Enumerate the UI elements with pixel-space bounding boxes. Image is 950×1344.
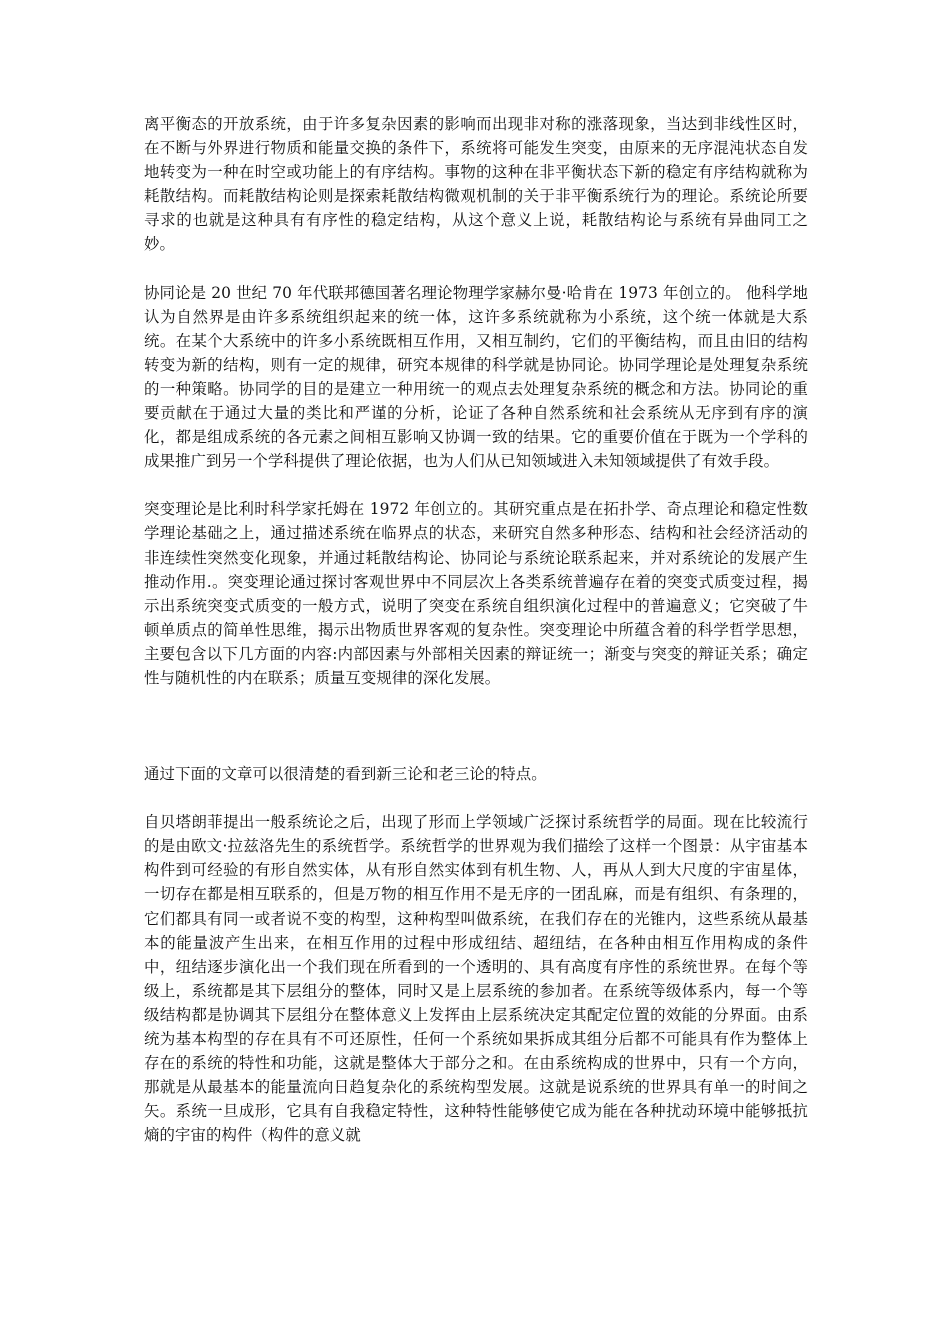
paragraph-spacer [144, 473, 808, 497]
section-spacer [144, 690, 808, 762]
document-page [144, 112, 808, 1147]
paragraph-systems-philosophy: 自贝塔朗菲提出一般系统论之后，出现了形而上学领域广泛探讨系统哲学的局面。现在比较流行的是由欧文·拉兹洛先生的系统哲学。系统哲学的世界观为我们描绘了这样一个图景：从宇宙基本构件到可经验的有形自然实体，从有形自然实体到有机生物、人，再从人到大尺度的宇宙星体，一切存在都是相互联系的，但是万物的相互作用不是无序的一团乱麻，而是有组织、有条理的，它们都具有同一或者说不变的构型，这种构型叫做系统，在我们存在的光锥内，这些系统从最基本的能量波产生出来，在相互作用的过程中形成纽结、超纽结，在各种由相互作用构成的条件中，纽结逐步演化出一个我们现在所看到的一个透明的、具有高度有序性的系统世界。在每个等级上，系统都是其下层组分的整体，同时又是上层系统的参加者。在系统等级体系内，每一个等级结构都是协调其下层组分在整体意义上发挥由上层系统决定其配定位置的效能的分界面。由系统为基本构型的存在具有不可还原性，任何一个系统如果拆成其组分后都不可能具有作为整体上存在的系统的特性和功能，这就是整体大于部分之和。在由系统构成的世界中，只有一个方向，那就是从最基本的能量流向日趋复杂化的系统构型发展。这就是说系统的世界具有单一的时间之矢。系统一旦成形，它具有自我稳定特性，这种特性能够使它成为能在各种扰动环境中能够抵抗熵的宇宙的构件（构件的意义就 [144, 813, 808, 1145]
paragraph-catastrophe-theory: 突变理论是比利时科学家托姆在 1972 年创立的。其研究重点是在拓扑学、奇点理论和稳定性数学理论基础之上，通过描述系统在临界点的状态，来研究自然多种形态、结构和社会经济活动的非连续性突然变化现象，并通过耗散结构论、协同论与系统论联系起来，并对系统论的发展产生推动作用.。突变理论通过探讨客观世界中不同层次上各类系统普遍存在着的突变式质变过程，揭示出系统突变式质变的一般方式，说明了突变在系统自组织演化过程中的普遍意义；它突破了牛顿单质点的简单性思维，揭示出物质世界客观的复杂性。突变理论中所蕴含着的科学哲学思想，主要包含以下几方面的内容:内部因素与外部相关因素的辩证统一；渐变与突变的辩证关系；确定性与随机性的内在联系；质量互变规律的深化发展。 [144, 500, 808, 687]
paragraph-dissipative-structure: 离平衡态的开放系统，由于许多复杂因素的影响而出现非对称的涨落现象，当达到非线性区时，在不断与外界进行物质和能量交换的条件下，系统将可能发生突变，由原来的无序混沌状态自发地转变为一种在时空或功能上的有序结构。事物的这种在非平衡状态下新的稳定有序结构就称为耗散结构。而耗散结构论则是探索耗散结构微观机制的关于非平衡系统行为的理论。系统论所要寻求的也就是这种具有有序性的稳定结构，从这个意义上说，耗散结构论与系统有异曲同工之妙。 [144, 115, 808, 254]
paragraph-spacer [144, 257, 808, 281]
paragraph-spacer [144, 786, 808, 810]
paragraph-intro-sentence: 通过下面的文章可以很清楚的看到新三论和老三论的特点。 [144, 765, 547, 784]
paragraph-synergetics: 协同论是 20 世纪 70 年代联邦德国著名理论物理学家赫尔曼·哈肯在 1973 年创立的。 他科学地认为自然界是由许多系统组织起来的统一体，这许多系统就称为小系统，这个统一体就是大系统。在某个大系统中的许多小系统既相互作用，又相互制约，它们的平衡结构，而且由旧的结构转变为新的结构，则有一定的规律，研究本规律的科学就是协同论。协同学理论是处理复杂系统的一种策略。协同学的目的是建立一种用统一的观点去处理复杂系统的概念和方法。协同论的重要贡献在于通过大量的类比和严谨的分析，论证了各种自然系统和社会系统从无序到有序的演化，都是组成系统的各元素之间相互影响又协调一致的结果。它的重要价值在于既为一个学科的成果推广到另一个学科提供了理论依据，也为人们从已知领域进入未知领域提供了有效手段。 [144, 283, 808, 471]
